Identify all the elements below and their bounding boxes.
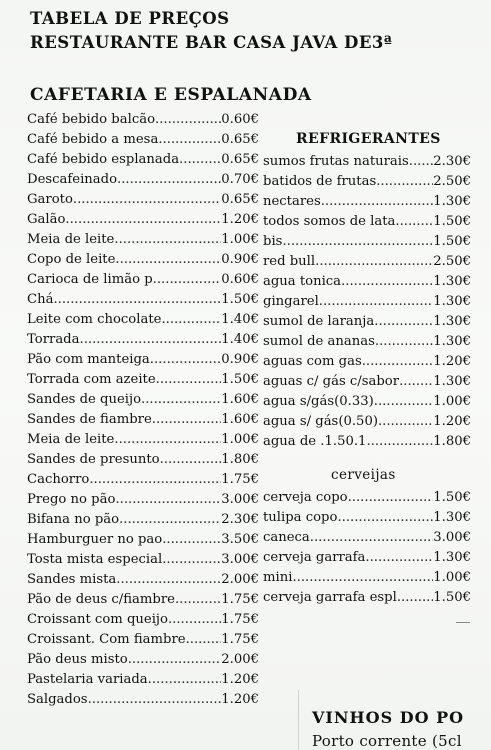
cafetaria-item [27, 170, 259, 190]
cafetaria-item-leader [162, 530, 221, 550]
refrigerantes-item [263, 392, 471, 412]
menu-title: TABELA DE PREÇOS [30, 9, 230, 28]
refrigerantes-item-leader [366, 432, 433, 452]
refrigerantes-item [263, 312, 471, 332]
cafetaria-item-name: Meia de leite [27, 232, 115, 247]
cafetaria-item-price: 0.70€ [221, 172, 259, 187]
cafetaria-item [27, 490, 259, 510]
refrigerantes-item-leader [341, 272, 433, 292]
refrigerantes-item-leader [375, 332, 433, 352]
refrigerantes-item-leader [374, 312, 433, 332]
cafetaria-item-price: 3.50€ [221, 532, 259, 547]
cafetaria-item [27, 650, 259, 670]
cervejas-item-price: 1.50€ [433, 490, 471, 505]
refrigerantes-item-name: batidos de frutas [263, 174, 377, 189]
cafetaria-item-leader [128, 650, 222, 670]
refrigerantes-item-name: nectares [263, 194, 321, 209]
cafetaria-item-leader [156, 370, 222, 390]
cervejas-item-price: 1.00€ [433, 570, 471, 585]
cafetaria-item-name: Meia de leite [27, 432, 115, 447]
cafetaria-item-leader [115, 250, 221, 270]
cafetaria-item-name: Pão de deus c/fiambre [27, 592, 175, 607]
cafetaria-item-leader [148, 670, 222, 690]
cafetaria-item-leader [155, 110, 221, 130]
cafetaria-item-price: 1.60€ [221, 392, 259, 407]
cafetaria-item-price: 1.75€ [221, 612, 259, 627]
cafetaria-item-leader [89, 470, 221, 490]
cafetaria-item-price: 0.65€ [221, 152, 259, 167]
cafetaria-item [27, 150, 259, 170]
cafetaria-item [27, 570, 259, 590]
cafetaria-item [27, 470, 259, 490]
cafetaria-item-leader [53, 290, 221, 310]
cafetaria-item [27, 550, 259, 570]
cafetaria-item-leader [114, 230, 221, 250]
cafetaria-item-name: Croissant com queijo [27, 612, 168, 627]
cafetaria-item-leader [160, 450, 222, 470]
cafetaria-item-price: 0.90€ [221, 352, 259, 367]
cafetaria-item-price: 3.00€ [221, 492, 259, 507]
refrigerantes-item-name: sumol de laranja [263, 314, 375, 329]
cafetaria-item-leader [73, 190, 221, 210]
cafetaria-item-price: 1.40€ [221, 332, 259, 347]
cervejas-item-name: mini [263, 570, 293, 585]
refrigerantes-heading: REFRIGERANTES [296, 131, 441, 147]
cervejas-item-leader [310, 528, 433, 548]
refrigerantes-item-price: 1.30€ [433, 334, 471, 349]
refrigerantes-item-price: 1.50€ [433, 214, 471, 229]
cervejas-item-price: 3.00€ [433, 530, 471, 545]
cervejas-item [263, 588, 471, 608]
cafetaria-item-name: Café bebido esplanada [27, 152, 180, 167]
vinhos-first-item: Porto corrente (5cl [312, 732, 462, 750]
divider-mark [456, 622, 470, 623]
cafetaria-item-price: 0.65€ [221, 192, 259, 207]
cafetaria-item-price: 1.75€ [221, 632, 259, 647]
cafetaria-item [27, 530, 259, 550]
refrigerantes-item-leader [409, 152, 433, 172]
cafetaria-item-name: Sandes de presunto [27, 452, 160, 467]
refrigerantes-item-price: 1.20€ [433, 414, 471, 429]
refrigerantes-item-name: aguas c/ gás c/sabor [263, 374, 400, 389]
refrigerantes-item-name: agua s/gás(0.33) [263, 394, 374, 409]
cervejas-item-leader [337, 508, 433, 528]
cafetaria-item-name: Cachorro [27, 472, 90, 487]
restaurant-name: RESTAURANTE BAR CASA JAVA DE3ª [30, 33, 393, 52]
refrigerantes-item [263, 332, 471, 352]
cafetaria-item-price: 3.00€ [221, 552, 259, 567]
cafetaria-item-name: Pão deus misto [27, 652, 128, 667]
refrigerantes-item-price: 1.50€ [433, 234, 471, 249]
cafetaria-item-name: Descafeinado [27, 172, 118, 187]
refrigerantes-item-leader [362, 352, 434, 372]
refrigerantes-item-leader [376, 172, 433, 192]
cafetaria-item-name: Pão com manteiga [27, 352, 150, 367]
cafetaria-item-price: 1.75€ [221, 472, 259, 487]
cafetaria-item [27, 110, 259, 130]
cervejas-item-name: cerveja garrafa espl [263, 590, 397, 605]
cervejas-item-price: 1.50€ [433, 590, 471, 605]
refrigerantes-item-leader [399, 372, 433, 392]
cafetaria-item-name: Torrada [27, 332, 80, 347]
cafetaria-item [27, 410, 259, 430]
cafetaria-item [27, 430, 259, 450]
cervejas-item-name: cerveja copo [263, 490, 348, 505]
cafetaria-item-name: Carioca de limão p [27, 272, 153, 287]
refrigerantes-item-leader [400, 212, 434, 232]
refrigerantes-item-name: todos somos de lata. [263, 214, 400, 229]
cafetaria-item-price: 1.00€ [221, 232, 259, 247]
refrigerantes-item-price: 1.30€ [433, 294, 471, 309]
cervejas-item-name: cerveja garrafa [263, 550, 366, 565]
refrigerantes-item-price: 2.50€ [433, 174, 471, 189]
cafetaria-item [27, 270, 259, 290]
cafetaria-item-price: 1.40€ [221, 312, 259, 327]
cafetaria-item-leader [141, 390, 221, 410]
cafetaria-item-name: Prego no pão [27, 492, 116, 507]
refrigerantes-item-name: agua s/ gás(0.50) [263, 414, 378, 429]
cafetaria-item-leader [168, 610, 221, 630]
cafetaria-item-price: 2.00€ [221, 572, 259, 587]
cafetaria-item-name: Sandes mista [27, 572, 117, 587]
refrigerantes-item [263, 412, 471, 432]
cafetaria-item-leader [114, 430, 221, 450]
cafetaria-item [27, 690, 259, 710]
cafetaria-item [27, 610, 259, 630]
cafetaria-item-name: Tosta mista especial [27, 552, 163, 567]
refrigerantes-item-name: red bull [263, 254, 316, 269]
refrigerantes-item-leader [378, 412, 433, 432]
refrigerantes-item [263, 432, 471, 452]
cervejas-heading: cerveijas [331, 467, 396, 483]
refrigerantes-item-price: 1.00€ [433, 394, 471, 409]
refrigerantes-item [263, 292, 471, 312]
cervejas-item [263, 508, 471, 528]
cafetaria-item-name: Hamburguer no pao [27, 532, 163, 547]
refrigerantes-item-price: 1.30€ [433, 194, 471, 209]
cervejas-item-name: caneca [263, 530, 310, 545]
refrigerantes-item-price: 2.50€ [433, 254, 471, 269]
cafetaria-item-leader [175, 590, 221, 610]
cafetaria-item [27, 350, 259, 370]
refrigerantes-item [263, 232, 471, 252]
cafetaria-item-price: 1.20€ [221, 672, 259, 687]
cafetaria-item [27, 250, 259, 270]
refrigerantes-item-name: bis [263, 234, 283, 249]
cafetaria-item [27, 230, 259, 250]
cafetaria-item [27, 290, 259, 310]
cafetaria-item-price: 2.00€ [221, 652, 259, 667]
cafetaria-item [27, 450, 259, 470]
refrigerantes-item-price: 1.30€ [433, 374, 471, 389]
refrigerantes-item-leader [374, 392, 433, 412]
cafetaria-item-price: 1.60€ [221, 412, 259, 427]
refrigerantes-item-price: 1.30€ [433, 314, 471, 329]
cafetaria-item-name: Sandes de queijo [27, 392, 142, 407]
cafetaria-item-price: 0.60€ [221, 272, 259, 287]
cafetaria-item [27, 670, 259, 690]
cafetaria-item-price: 1.20€ [221, 692, 259, 707]
cervejas-item [263, 488, 471, 508]
cafetaria-item-leader [80, 330, 222, 350]
refrigerantes-item-price: 1.20€ [433, 354, 471, 369]
refrigerantes-item [263, 152, 471, 172]
cafetaria-item-name: Salgados [27, 692, 88, 707]
refrigerantes-item-name: sumos frutas naturais [263, 154, 409, 169]
cafetaria-item [27, 190, 259, 210]
cafetaria-item [27, 510, 259, 530]
refrigerantes-item-price: 1.80€ [433, 434, 471, 449]
cafetaria-item-name: Torrada com azeite [27, 372, 156, 387]
refrigerantes-item-price: 1.30€ [433, 274, 471, 289]
cervejas-item-leader [348, 488, 434, 508]
refrigerantes-item [263, 272, 471, 292]
cervejas-item-leader [292, 568, 433, 588]
cafetaria-item-leader [115, 490, 221, 510]
cafetaria-item-price: 0.90€ [221, 252, 259, 267]
cafetaria-item-name: Garoto [27, 192, 73, 207]
refrigerantes-item-leader [321, 192, 434, 212]
cafetaria-item-leader [65, 210, 221, 230]
cafetaria-item-name: Sandes de fiambre [27, 412, 152, 427]
vinhos-heading: VINHOS DO PO [312, 708, 465, 727]
cafetaria-item-leader [162, 550, 221, 570]
column-divider [298, 690, 299, 750]
refrigerantes-item-name: aguas com gas [263, 354, 362, 369]
cervejas-price-list [263, 488, 471, 608]
cafetaria-price-list [27, 110, 259, 710]
cafetaria-item-price: 0.65€ [221, 132, 259, 147]
refrigerantes-item-name: gingarel [263, 294, 319, 309]
cafetaria-item [27, 630, 259, 650]
cafetaria-item-name: Leite com chocolate [27, 312, 162, 327]
refrigerantes-item [263, 252, 471, 272]
refrigerantes-item-name: agua de .1.50.1 [263, 434, 367, 449]
cafetaria-item-price: 1.00€ [221, 432, 259, 447]
cafetaria-item-leader [150, 350, 221, 370]
refrigerantes-item-leader [319, 292, 433, 312]
refrigerantes-item-leader [315, 252, 433, 272]
cafetaria-item-name: Croissant. Com fiambre [27, 632, 186, 647]
cafetaria-item-name: Pastelaria variada [27, 672, 148, 687]
refrigerantes-price-list [263, 152, 471, 452]
refrigerantes-item [263, 172, 471, 192]
cafetaria-item-price: 1.20€ [221, 212, 259, 227]
cafetaria-item [27, 130, 259, 150]
cafetaria-item-price: 1.75€ [221, 592, 259, 607]
cafetaria-item-leader [158, 130, 221, 150]
cafetaria-item-leader [119, 510, 221, 530]
refrigerantes-item-name: agua tonica [263, 274, 342, 289]
cervejas-item-price: 1.30€ [433, 550, 471, 565]
cervejas-item [263, 568, 471, 588]
cervejas-item-price: 1.30€ [433, 510, 471, 525]
cafetaria-item-leader [186, 630, 222, 650]
cafetaria-item-price: 0.60€ [221, 112, 259, 127]
cafetaria-item [27, 330, 259, 350]
cafetaria-item-price: 1.80€ [221, 452, 259, 467]
refrigerantes-item-price: 2.30€ [433, 154, 471, 169]
refrigerantes-item [263, 352, 471, 372]
cafetaria-item [27, 310, 259, 330]
cafetaria-item-name: Bifana no pão [27, 512, 120, 527]
cervejas-item-leader [397, 588, 433, 608]
cafetaria-item-name: Galão [27, 212, 66, 227]
cafetaria-item-price: 2.30€ [221, 512, 259, 527]
cafetaria-item-name: Copo de leite [27, 252, 116, 267]
cervejas-item-name: tulipa copo [263, 510, 338, 525]
refrigerantes-item-leader [282, 232, 433, 252]
cafetaria-item-leader [153, 270, 222, 290]
cafetaria-item [27, 370, 259, 390]
refrigerantes-item [263, 192, 471, 212]
refrigerantes-item [263, 372, 471, 392]
cafetaria-item-name: Café bebido balcão [27, 112, 156, 127]
cervejas-item [263, 548, 471, 568]
cafetaria-item-leader [88, 690, 222, 710]
cafetaria-item-leader [179, 150, 221, 170]
cervejas-item-leader [365, 548, 433, 568]
cervejas-item [263, 528, 471, 548]
cafetaria-item [27, 590, 259, 610]
cafetaria-item-leader [152, 410, 221, 430]
cafetaria-item-name: Chá [27, 292, 54, 307]
cafetaria-item-name: Café bebido a mesa [27, 132, 159, 147]
cafetaria-item [27, 390, 259, 410]
cafetaria-item [27, 210, 259, 230]
refrigerantes-item-name: sumol de ananas [263, 334, 375, 349]
cafetaria-heading: CAFETARIA E ESPALANADA [30, 85, 312, 105]
cafetaria-item-leader [161, 310, 221, 330]
cafetaria-item-price: 1.50€ [221, 292, 259, 307]
cafetaria-item-leader [116, 570, 221, 590]
refrigerantes-item [263, 212, 471, 232]
cafetaria-item-leader [117, 170, 221, 190]
cafetaria-item-price: 1.50€ [221, 372, 259, 387]
